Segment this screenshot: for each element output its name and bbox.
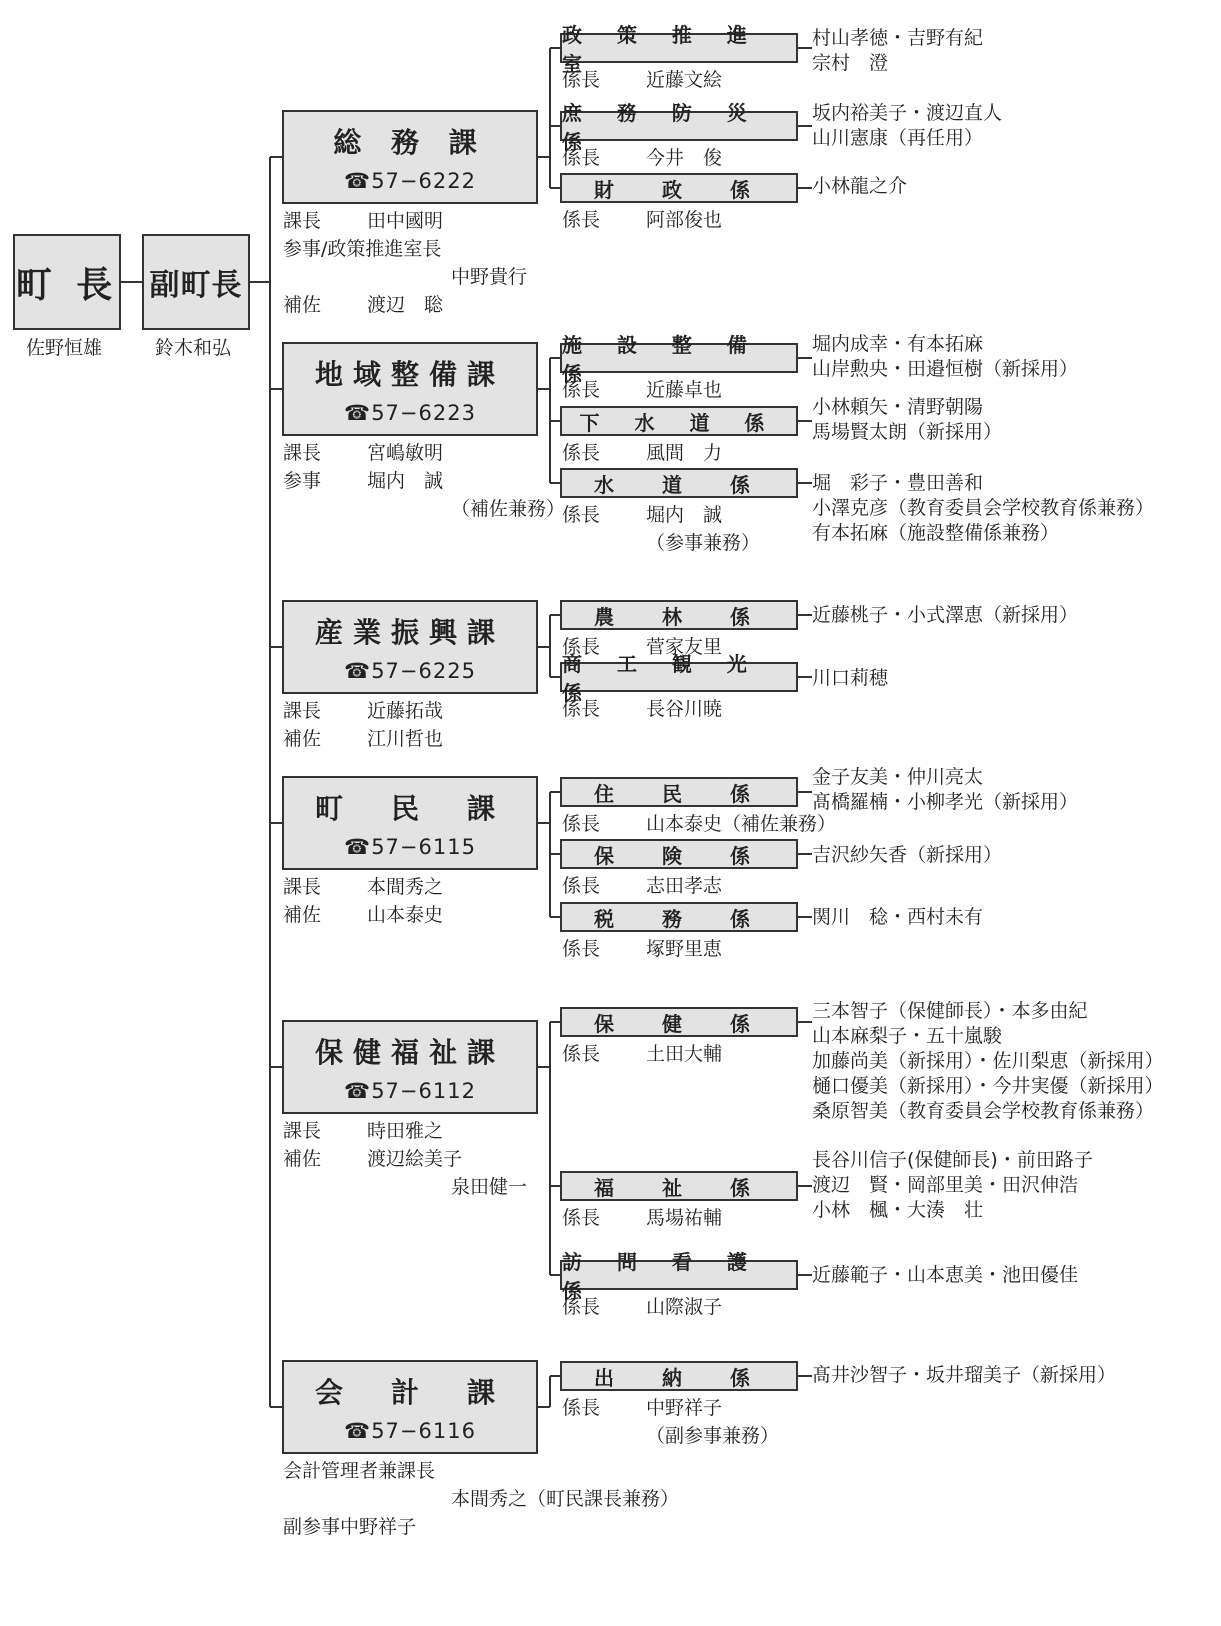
chief-name: 長谷川暁 xyxy=(646,698,723,720)
dept-phone: ☎57−6222 xyxy=(344,169,476,193)
member-name: 近藤桃子・小式澤恵（新採用） xyxy=(812,604,1079,626)
section-name: 庶 務 防 災 係 xyxy=(562,101,761,154)
staff-name: 中野貴行 xyxy=(451,266,528,288)
chief-name: 今井 俊 xyxy=(646,147,723,169)
dept-staff-row xyxy=(283,236,441,262)
chief-title: 係長 xyxy=(562,938,601,960)
chief-name: 堀内 誠 xyxy=(646,504,723,526)
section-box xyxy=(560,1171,798,1201)
staff-name: 時田雅之 xyxy=(367,1120,444,1142)
staff-name: 近藤拓哉 xyxy=(367,700,444,722)
staff-name: 中野祥子 xyxy=(340,1516,417,1538)
member-name: 金子友美・仲川亮太 xyxy=(812,766,984,788)
chief-title: 係長 xyxy=(562,69,601,91)
chief-note: （参事兼務） xyxy=(646,532,761,554)
member-name: 坂内裕美子・渡辺直人 xyxy=(812,102,1003,124)
section-chief xyxy=(562,207,722,233)
section-name: 税 務 係 xyxy=(594,906,764,931)
dept-staff-row xyxy=(283,1458,435,1484)
section-chief xyxy=(562,696,722,722)
mayor-box xyxy=(13,234,121,330)
staff-title: 補佐 xyxy=(283,904,322,926)
section-name: 住 民 係 xyxy=(594,781,764,806)
chief-title: 係長 xyxy=(562,1296,601,1318)
deputy-box xyxy=(142,234,250,330)
section-name: 出 納 係 xyxy=(594,1365,764,1390)
chief-title: 係長 xyxy=(562,1043,601,1065)
member-name: 長谷川信子(保健師長)・前田路子 xyxy=(812,1149,1093,1171)
member-name: 堀内成幸・有本拓麻 xyxy=(812,333,984,355)
section-chief xyxy=(562,145,722,171)
section-box xyxy=(560,902,798,932)
dept-phone: ☎57−6225 xyxy=(344,659,476,683)
dept-staff-row xyxy=(283,208,443,234)
member-name: 山岸勲央・田邉恒樹（新採用） xyxy=(812,358,1079,380)
staff-name: 江川哲也 xyxy=(367,728,444,750)
dept-box xyxy=(282,342,538,436)
section-name: 保 健 係 xyxy=(594,1011,764,1036)
member-name: 吉沢紗矢香（新採用） xyxy=(812,844,1003,866)
dept-name: 地域整備課 xyxy=(314,358,505,391)
member-name: 樋口優美（新採用）・今井実優（新採用） xyxy=(812,1075,1164,1097)
dept-box xyxy=(282,1020,538,1114)
dept-box xyxy=(282,1360,538,1454)
chief-name: 風間 力 xyxy=(646,442,723,464)
dept-staff-row xyxy=(283,1146,462,1172)
chief-name: 山際淑子 xyxy=(646,1296,723,1318)
chief-title: 係長 xyxy=(562,636,601,658)
dept-staff-row xyxy=(283,1118,443,1144)
section-name: 水 道 係 xyxy=(594,472,764,497)
chief-title: 係長 xyxy=(562,504,601,526)
staff-title: 課長 xyxy=(283,210,322,232)
section-chief xyxy=(562,873,722,899)
section-name: 下 水 道 係 xyxy=(579,410,779,435)
staff-title: 参事/政策推進室長 xyxy=(283,238,442,260)
dept-phone: ☎57−6223 xyxy=(344,401,476,425)
section-box xyxy=(560,1250,798,1303)
staff-name: 山本泰史 xyxy=(367,904,444,926)
staff-title: 課長 xyxy=(283,876,322,898)
staff-title: 補佐 xyxy=(283,728,322,750)
chief-title: 係長 xyxy=(562,147,601,169)
member-name: 近藤範子・山本恵美・池田優佳 xyxy=(812,1264,1079,1286)
member-name: 宗村 澄 xyxy=(812,52,889,74)
section-box xyxy=(560,23,798,76)
dept-name: 総 務 課 xyxy=(333,126,487,159)
dept-staff-row xyxy=(283,292,443,318)
staff-title: 補佐 xyxy=(283,1148,322,1170)
mayor-title: 町 長 xyxy=(15,264,119,306)
chief-name: 土田大輔 xyxy=(646,1043,723,1065)
chief-name: 近藤文絵 xyxy=(646,69,723,91)
deputy-title: 副町長 xyxy=(149,268,243,303)
section-box xyxy=(560,101,798,154)
staff-title: 課長 xyxy=(283,700,322,722)
section-box xyxy=(560,777,798,807)
member-name: 三本智子（保健師長）・本多由紀 xyxy=(812,1000,1088,1022)
dept-phone: ☎57−6115 xyxy=(344,835,476,859)
chief-title: 係長 xyxy=(562,875,601,897)
dept-staff-row xyxy=(283,264,527,290)
member-name: 堀 彩子・豊田善和 xyxy=(812,472,984,494)
member-name: 髙井沙智子・坂井瑠美子（新採用） xyxy=(812,1364,1117,1386)
chief-name: 志田孝志 xyxy=(646,875,723,897)
dept-name: 保健福祉課 xyxy=(314,1036,505,1069)
member-name: 小林頼矢・清野朝陽 xyxy=(812,396,984,418)
section-name: 訪 問 看 護 係 xyxy=(562,1250,761,1303)
section-name: 政 策 推 進 室 xyxy=(562,23,761,76)
section-chief xyxy=(562,440,722,466)
dept-staff-row xyxy=(283,1174,527,1200)
section-chief xyxy=(562,1041,722,1067)
chief-title: 係長 xyxy=(562,813,601,835)
chief-title: 係長 xyxy=(562,698,601,720)
chief-name: 馬場祐輔 xyxy=(646,1207,723,1229)
mayor-name: 佐野恒雄 xyxy=(26,337,103,359)
chief-title: 係長 xyxy=(562,379,601,401)
member-name: 髙橋羅楠・小柳孝光（新採用） xyxy=(812,791,1079,813)
section-chief xyxy=(562,1294,722,1320)
chief-note: （副参事兼務） xyxy=(646,1425,780,1447)
section-box xyxy=(560,839,798,869)
chief-title: 係長 xyxy=(562,442,601,464)
section-chief xyxy=(562,502,722,528)
dept-name: 町 民 課 xyxy=(314,792,505,825)
chief-name: 山本泰史（補佐兼務） xyxy=(646,813,837,835)
staff-name: 宮嶋敏明 xyxy=(367,442,444,464)
section-name: 施 設 整 備 係 xyxy=(562,333,761,386)
section-name: 保 険 係 xyxy=(594,843,764,868)
section-box xyxy=(560,1361,798,1391)
member-name: 関川 稔・西村未有 xyxy=(812,906,984,928)
staff-name: 泉田健一 xyxy=(451,1176,528,1198)
section-box xyxy=(560,173,798,203)
staff-name: 田中國明 xyxy=(367,210,444,232)
section-chief xyxy=(562,936,722,962)
dept-staff-row xyxy=(283,468,443,494)
member-name: 山川憲康（再任用） xyxy=(812,127,984,149)
member-name: 馬場賢太朗（新採用） xyxy=(812,421,1003,443)
section-name: 農 林 係 xyxy=(594,604,764,629)
staff-title: 課長 xyxy=(283,1120,322,1142)
staff-title: 補佐 xyxy=(283,294,322,316)
member-name: 小林 楓・大湊 壮 xyxy=(812,1199,984,1221)
member-name: 村山孝徳・吉野有紀 xyxy=(812,27,984,49)
chief-name: 近藤卓也 xyxy=(646,379,723,401)
member-name: 桑原智美（教育委員会学校教育係兼務） xyxy=(812,1100,1155,1122)
section-box xyxy=(560,468,798,498)
member-name: 山本麻梨子・五十嵐駿 xyxy=(812,1025,1003,1047)
section-box xyxy=(560,406,798,436)
staff-title: 会計管理者兼課長 xyxy=(283,1460,436,1482)
dept-box xyxy=(282,600,538,694)
member-name: 小澤克彦（教育委員会学校教育係兼務） xyxy=(812,497,1155,519)
dept-box xyxy=(282,110,538,204)
section-chief xyxy=(562,1205,722,1231)
chief-title: 係長 xyxy=(562,209,601,231)
dept-staff-row xyxy=(283,496,565,522)
dept-staff-row xyxy=(283,726,443,752)
staff-name: 本間秀之（町民課長兼務） xyxy=(451,1488,680,1510)
dept-staff-row xyxy=(283,902,443,928)
dept-name: 会 計 課 xyxy=(314,1376,505,1409)
chief-name: 菅家友里 xyxy=(646,636,723,658)
chief-name: 阿部俊也 xyxy=(646,209,723,231)
dept-staff-row xyxy=(283,440,443,466)
section-chief xyxy=(562,67,722,93)
dept-staff-row xyxy=(283,1486,679,1512)
dept-phone: ☎57−6116 xyxy=(344,1419,476,1443)
section-chief xyxy=(562,377,722,403)
member-name: 有本拓麻（施設整備係兼務） xyxy=(812,522,1060,544)
section-box xyxy=(560,600,798,630)
staff-name: （補佐兼務） xyxy=(451,498,566,520)
chief-name: 中野祥子 xyxy=(646,1397,723,1419)
staff-name: 本間秀之 xyxy=(367,876,444,898)
section-box xyxy=(560,1007,798,1037)
chief-title: 係長 xyxy=(562,1207,601,1229)
section-name: 福 祉 係 xyxy=(594,1175,764,1200)
member-name: 渡辺 賢・岡部里美・田沢伸浩 xyxy=(812,1174,1079,1196)
member-name: 小林龍之介 xyxy=(812,175,908,197)
dept-name: 産業振興課 xyxy=(314,616,505,649)
member-name: 加藤尚美（新採用）・佐川梨恵（新採用） xyxy=(812,1050,1164,1072)
section-box xyxy=(560,333,798,386)
dept-box xyxy=(282,776,538,870)
staff-title: 参事 xyxy=(283,470,322,492)
section-box xyxy=(560,652,798,705)
staff-title: 課長 xyxy=(283,442,322,464)
section-chief xyxy=(562,1395,722,1421)
dept-staff-row xyxy=(283,1514,416,1540)
chief-name: 塚野里恵 xyxy=(646,938,723,960)
dept-phone: ☎57−6112 xyxy=(344,1079,476,1103)
chief-title: 係長 xyxy=(562,1397,601,1419)
dept-staff-row xyxy=(283,698,443,724)
deputy-name: 鈴木和弘 xyxy=(155,337,232,359)
section-name: 財 政 係 xyxy=(594,177,764,202)
staff-name: 渡辺絵美子 xyxy=(367,1148,463,1170)
staff-title: 副参事 xyxy=(283,1516,341,1538)
staff-name: 渡辺 聡 xyxy=(367,294,444,316)
staff-name: 堀内 誠 xyxy=(367,470,444,492)
member-name: 川口莉穂 xyxy=(812,667,889,689)
dept-staff-row xyxy=(283,874,443,900)
section-chief xyxy=(562,811,836,837)
section-name: 商 工 観 光 係 xyxy=(562,652,761,705)
